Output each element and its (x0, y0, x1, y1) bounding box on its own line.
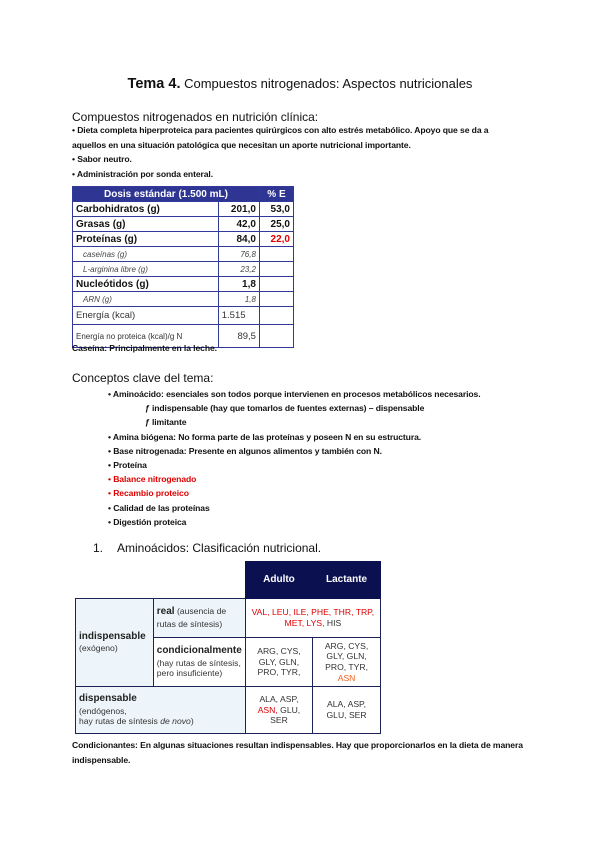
table-caption: Caseína: Principalmente en la leche. (72, 343, 217, 353)
dosage-table (72, 186, 294, 348)
table-row: Energía (kcal) 1.515 (73, 307, 294, 325)
table-row: Proteínas (g) 84,0 22,0 (73, 232, 294, 247)
table-row: Nucleótidos (g) 1,8 (73, 277, 294, 292)
list-item: • Amina biógena: No forma parte de las proteínas y poseen N en su estructura. (108, 432, 422, 442)
list-item: • Aminoácido: esenciales son todos porque intervienen en procesos metabólicos necesarios. (108, 389, 481, 399)
table-row: Grasas (g) 42,0 25,0 (73, 217, 294, 232)
conditional-lactante: ARG, CYS, GLY, GLN, PRO, TYR, ASN (313, 638, 381, 687)
bullet: • Administración por sonda enteral. (72, 169, 214, 179)
table-row: L-arginina libre (g) 23,2 (73, 262, 294, 277)
footer-note: indispensable. (72, 755, 131, 765)
real-cell: real (ausencia de rutas de síntesis) (153, 599, 245, 638)
table-header: Dosis estándar (1.500 mL) (73, 187, 260, 202)
table-row: ARN (g) 1,8 (73, 292, 294, 307)
table-row (76, 599, 381, 638)
list-item: • Calidad de las proteínas (108, 503, 210, 513)
section-heading-aminoacids: Aminoácidos: Clasificación nutricional. (117, 541, 322, 555)
list-item: • Digestión proteica (108, 517, 187, 527)
dispensable-adulto: ALA, ASP, ASN, GLU, SER (245, 687, 312, 734)
table-header: % E (259, 187, 293, 202)
bullet: • Sabor neutro. (72, 154, 132, 164)
list-item: • Base nitrogenada: Presente en algunos alimentos y también con N. (108, 446, 382, 456)
list-item: • Proteína (108, 460, 147, 470)
header-lactante: Lactante (313, 562, 381, 599)
indispensable-cell: indispensable (exógeno) (76, 599, 154, 687)
header-adulto: Adulto (245, 562, 312, 599)
bullet: aquellos en una situación patológica que necesitan un aporte nutricional importante. (72, 140, 411, 150)
conditional-adulto: ARG, CYS, GLY, GLN, PRO, TYR, (245, 638, 312, 687)
footer-note: Condicionantes: En algunas situaciones resultan indispensables. Hay que proporcionarlos en la dieta de manera (72, 740, 523, 750)
list-item: • Balance nitrogenado (108, 474, 197, 484)
table-row: Energía no proteica (kcal)/g N 89,5 (73, 325, 294, 348)
table-row (76, 687, 381, 734)
section-number: 1. (93, 541, 104, 555)
bullet: • Dieta completa hiperproteica para pacientes quirúrgicos con alto estrés metabólico. Apoyo que se da a (72, 125, 489, 135)
page-title: Tema 4. Compuestos nitrogenados: Aspectos nutricionales (127, 76, 473, 92)
table-row: Carbohidratos (g) 201,0 53,0 (73, 202, 294, 217)
table-row: caseínas (g) 76,8 (73, 247, 294, 262)
section-heading-clinical: Compuestos nitrogenados en nutrición clínica: (72, 110, 319, 124)
conditional-cell: condicionalmente (hay rutas de síntesis, pero insuficiente) (153, 638, 245, 687)
real-aminoacids: VAL, LEU, ILE, PHE, THR, TRP, MET, LYS, HIS (245, 599, 380, 638)
list-item: ƒ indispensable (hay que tomarlos de fuentes externas) – dispensable (145, 403, 425, 413)
dispensable-lactante: ALA, ASP, GLU, SER (313, 687, 381, 734)
list-item: ƒ limitante (145, 417, 187, 427)
list-item: • Recambio proteico (108, 488, 189, 498)
dispensable-cell: dispensable (endógenos, hay rutas de síntesis de novo) (76, 687, 246, 734)
section-heading-concepts: Conceptos clave del tema: (72, 371, 214, 385)
aminoacid-classification-table (75, 561, 381, 734)
